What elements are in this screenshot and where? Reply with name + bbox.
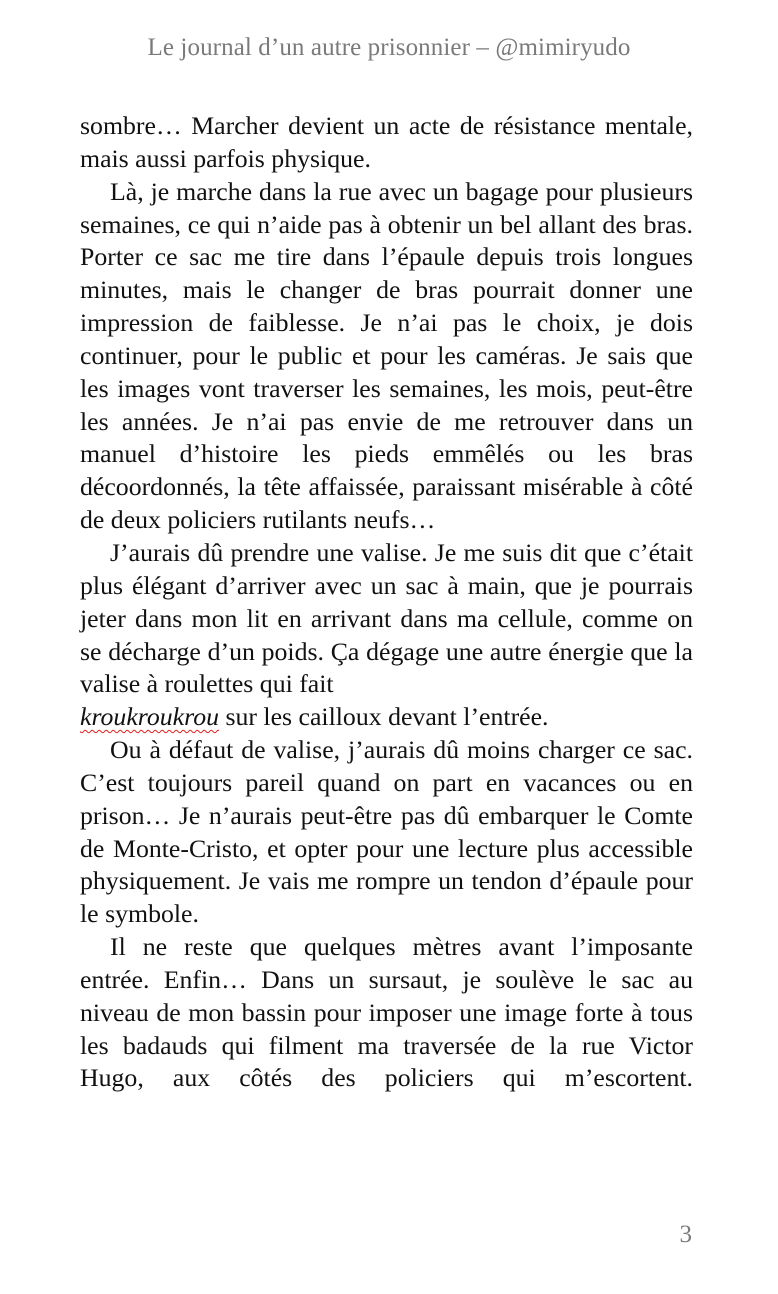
paragraph-text: J’aurais dû prendre une valise. Je me suis dit que c’était plus élégant d’arriver avec un sac à main, que je pourrais jeter dans mon lit en arrivant dans ma cellule, comme on se décharge d’un poids. Ça dégage une autre énergie que la valise à roulettes qui fait	[80, 537, 693, 699]
body-text	[80, 110, 693, 1095]
misspelled-word[interactable]: kroukroukrou	[80, 702, 219, 732]
paragraph-text: sur les cailloux devant l’entrée.	[225, 702, 549, 732]
page-number: 3	[679, 1221, 692, 1248]
paragraph-continuation: sombre… Marcher devient un acte de résistance mentale, mais aussi parfois physique.	[80, 111, 693, 173]
running-header: Le journal d’un autre prisonnier – @mimiryudo	[147, 34, 631, 61]
paragraph: Là, je marche dans la rue avec un bagage pour plusieurs semaines, ce qui n’aide pas à obtenir un bel allant des bras. Porter ce sac me tire dans l’épaule depuis trois longues minutes, mais le changer de bras pourrait donner une impression de faiblesse. Je n’ai pas le choix, je dois continuer, pour le public et pour les caméras. Je sais que les images vont traverser les semaines, les mois, peut-être les années. Je n’ai pas envie de me retrouver dans un manuel d’histoire les pieds emmêlés ou les bras décoordonnés, la tête affaissée, paraissant misérable à côté de deux policiers rutilants neufs…	[80, 176, 693, 535]
paragraph	[80, 537, 693, 734]
paragraph: Ou à défaut de valise, j’aurais dû moins charger ce sac. C’est toujours pareil quand on part en vacances ou en prison… Je n’aurais peut-être pas dû embarquer le Comte de Monte-Cristo, et opter pour une lecture plus accessible physiquement. Je vais me rompre un tendon d’épaule pour le symbole.	[80, 735, 693, 929]
paragraph: Il ne reste que quelques mètres avant l’imposante entrée. Enfin… Dans un sursaut, je soulève le sac au niveau de mon bassin pour imposer une image forte à tous les badauds qui filment ma traversée de la rue Victor Hugo, aux côtés des policiers qui m’escortent.	[80, 932, 693, 1093]
